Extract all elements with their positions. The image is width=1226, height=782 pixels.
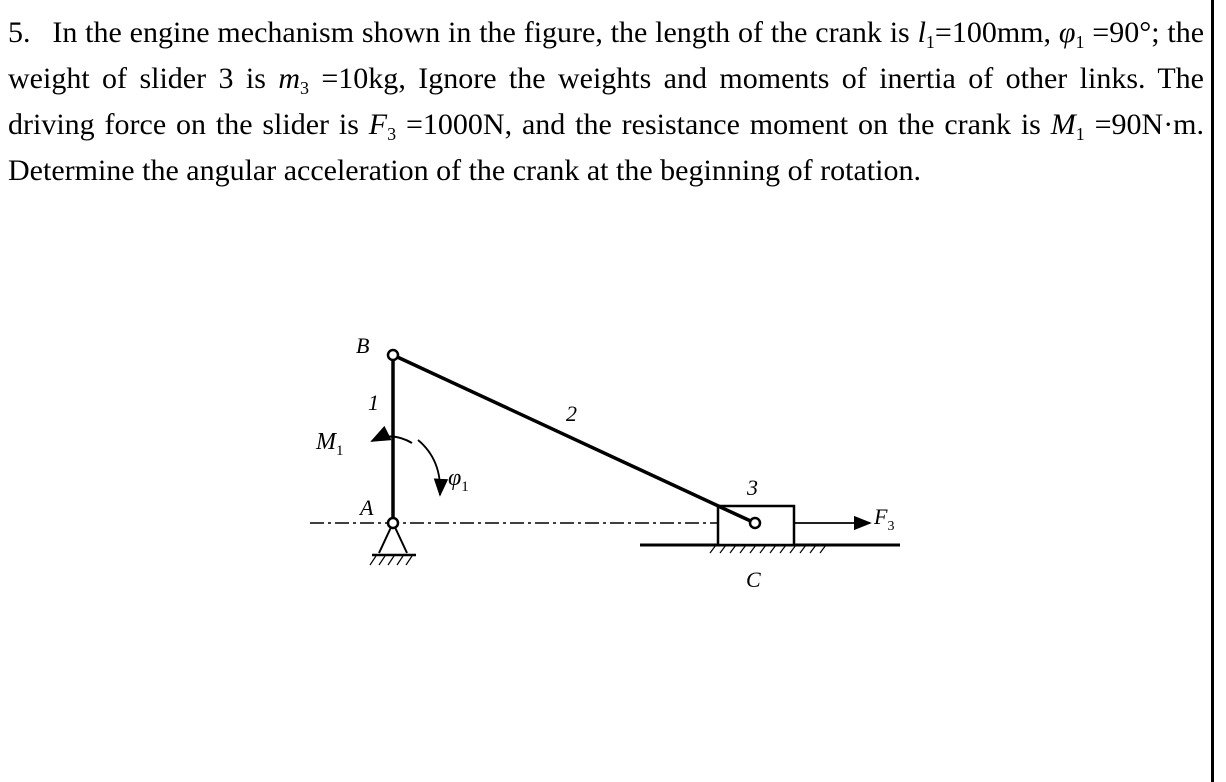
label-b: B bbox=[356, 333, 370, 358]
crank-angle-value: =90° bbox=[1092, 16, 1152, 49]
problem-number: 5. bbox=[8, 16, 31, 49]
label-moment: $M_1$ bbox=[316, 429, 344, 459]
angle-arrow bbox=[418, 440, 440, 495]
label-slider: 3 bbox=[747, 475, 758, 500]
slider-mass-symbol: $m_3$ bbox=[278, 62, 309, 98]
label-a: A bbox=[360, 495, 374, 520]
problem-text-1: In the engine mechanism shown in the figure, the length of the crank is bbox=[52, 16, 910, 49]
label-c: C bbox=[746, 567, 761, 592]
driving-force-value: =1000N bbox=[406, 108, 505, 141]
slider-mass-value: =10kg bbox=[321, 62, 399, 95]
resistance-moment-value: =90N·m bbox=[1094, 108, 1197, 141]
separator: , bbox=[1043, 16, 1051, 49]
driving-force-symbol: $F_3$ bbox=[368, 108, 397, 144]
resistance-moment-symbol: $M_1$ bbox=[1050, 108, 1085, 144]
problem-text-4: , and the resistance moment on the crank is bbox=[504, 108, 1041, 141]
problem-text-2: ; the weight of slider 3 is bbox=[8, 16, 1205, 95]
label-force: $F_3$ bbox=[874, 504, 895, 534]
crank-length-value: =100mm bbox=[934, 16, 1044, 49]
support-hatching bbox=[370, 556, 412, 565]
joint-c bbox=[750, 518, 760, 528]
connecting-rod bbox=[393, 355, 755, 523]
problem-text-5: . Determine the angular acceleration of the crank at the beginning of rotation. bbox=[8, 108, 1205, 187]
crank-length-symbol: $l_1$ bbox=[917, 16, 935, 52]
problem-paragraph bbox=[8, 10, 1204, 194]
problem-statement bbox=[8, 10, 1204, 194]
joint-b bbox=[388, 350, 398, 360]
label-crank: 1 bbox=[368, 390, 379, 415]
crank-angle-symbol: $\varphi_1$ bbox=[1058, 16, 1085, 52]
label-angle: $\varphi_1$ bbox=[448, 465, 469, 495]
page-border bbox=[1211, 0, 1214, 782]
joint-a bbox=[388, 518, 398, 528]
problem-text-3: , Ignore the weights and moments of inertia of other links. The driving force on the slider is bbox=[8, 62, 1204, 141]
mechanism-figure bbox=[300, 325, 910, 615]
label-rod: 2 bbox=[566, 401, 577, 426]
